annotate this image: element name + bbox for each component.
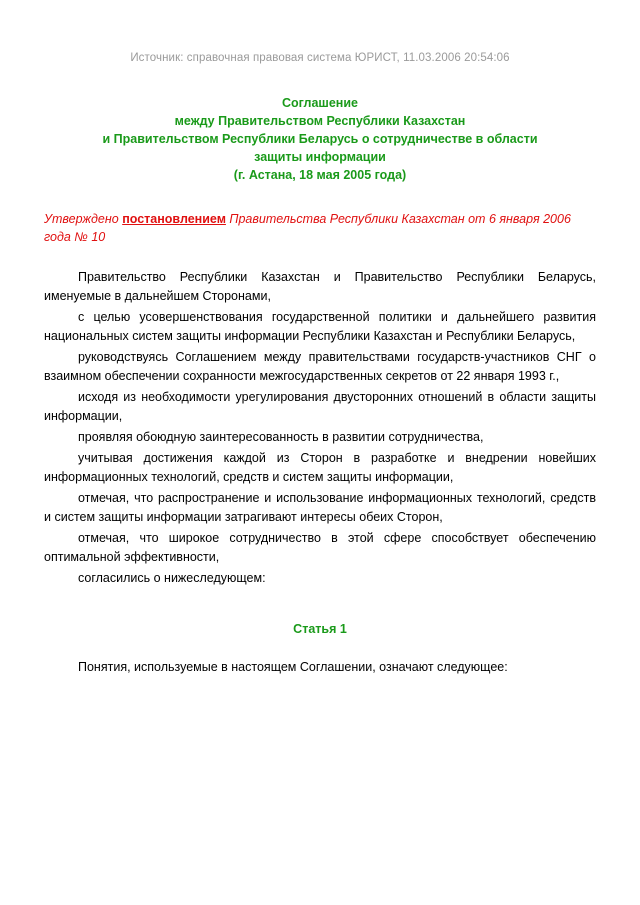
article-body [44,658,596,677]
paragraph: исходя из необходимости урегулирования двусторонних отношений в области защиты информации, [44,390,596,423]
title-line-5: (г. Астана, 18 мая 2005 года) [233,168,407,182]
paragraph: отмечая, что широкое сотрудничество в этой сфере способствует обеспечению оптимальной эффективности, [44,531,596,564]
paragraph: с целью усовершенствования государственной политики и дальнейшего развития национальных систем защиты информации Республики Казахстан и Республики Беларусь, [44,310,596,343]
paragraph: согласились о нижеследующем: [78,571,266,585]
approval-suffix: Правительства Республики Казахстан от 6 января 2006 года № 10 [44,212,571,244]
paragraph: Правительство Республики Казахстан и Правительство Республики Беларусь, именуемые в дальнейшем Сторонами, [44,270,596,303]
preamble [44,268,596,588]
approval-emphasis: постановлением [122,212,226,226]
paragraph: отмечая, что распространение и использование информационных технологий, средств и систем защиты информации затрагивают интересы обеих Сторон, [44,491,596,524]
title-line-1: Соглашение [281,96,358,110]
article-heading: Статья 1 [293,622,347,636]
approval-note [44,210,596,246]
title-line-4: защиты информации [254,150,386,164]
paragraph: Понятия, используемые в настоящем Соглашении, означают следующее: [78,660,508,674]
paragraph: руководствуясь Соглашением между правительствами государств-участников СНГ о взаимном обеспечении сохранности межгосударственных секретов от 22 января 1993 г., [44,350,596,383]
document-title [44,94,596,184]
paragraph: проявляя обоюдную заинтересованность в развитии сотрудничества, [78,430,484,444]
approval-prefix: Утверждено [44,212,123,226]
paragraph: учитывая достижения каждой из Сторон в разработке и внедрении новейших информационных технологий, средств и систем защиты информации, [44,451,596,484]
source-line: Источник: справочная правовая система ЮРИСТ, 11.03.2006 20:54:06 [130,52,510,64]
title-line-3: и Правительством Республики Беларусь о сотрудничестве в области [102,132,538,146]
title-line-2: между Правительством Республики Казахстан [174,114,466,128]
